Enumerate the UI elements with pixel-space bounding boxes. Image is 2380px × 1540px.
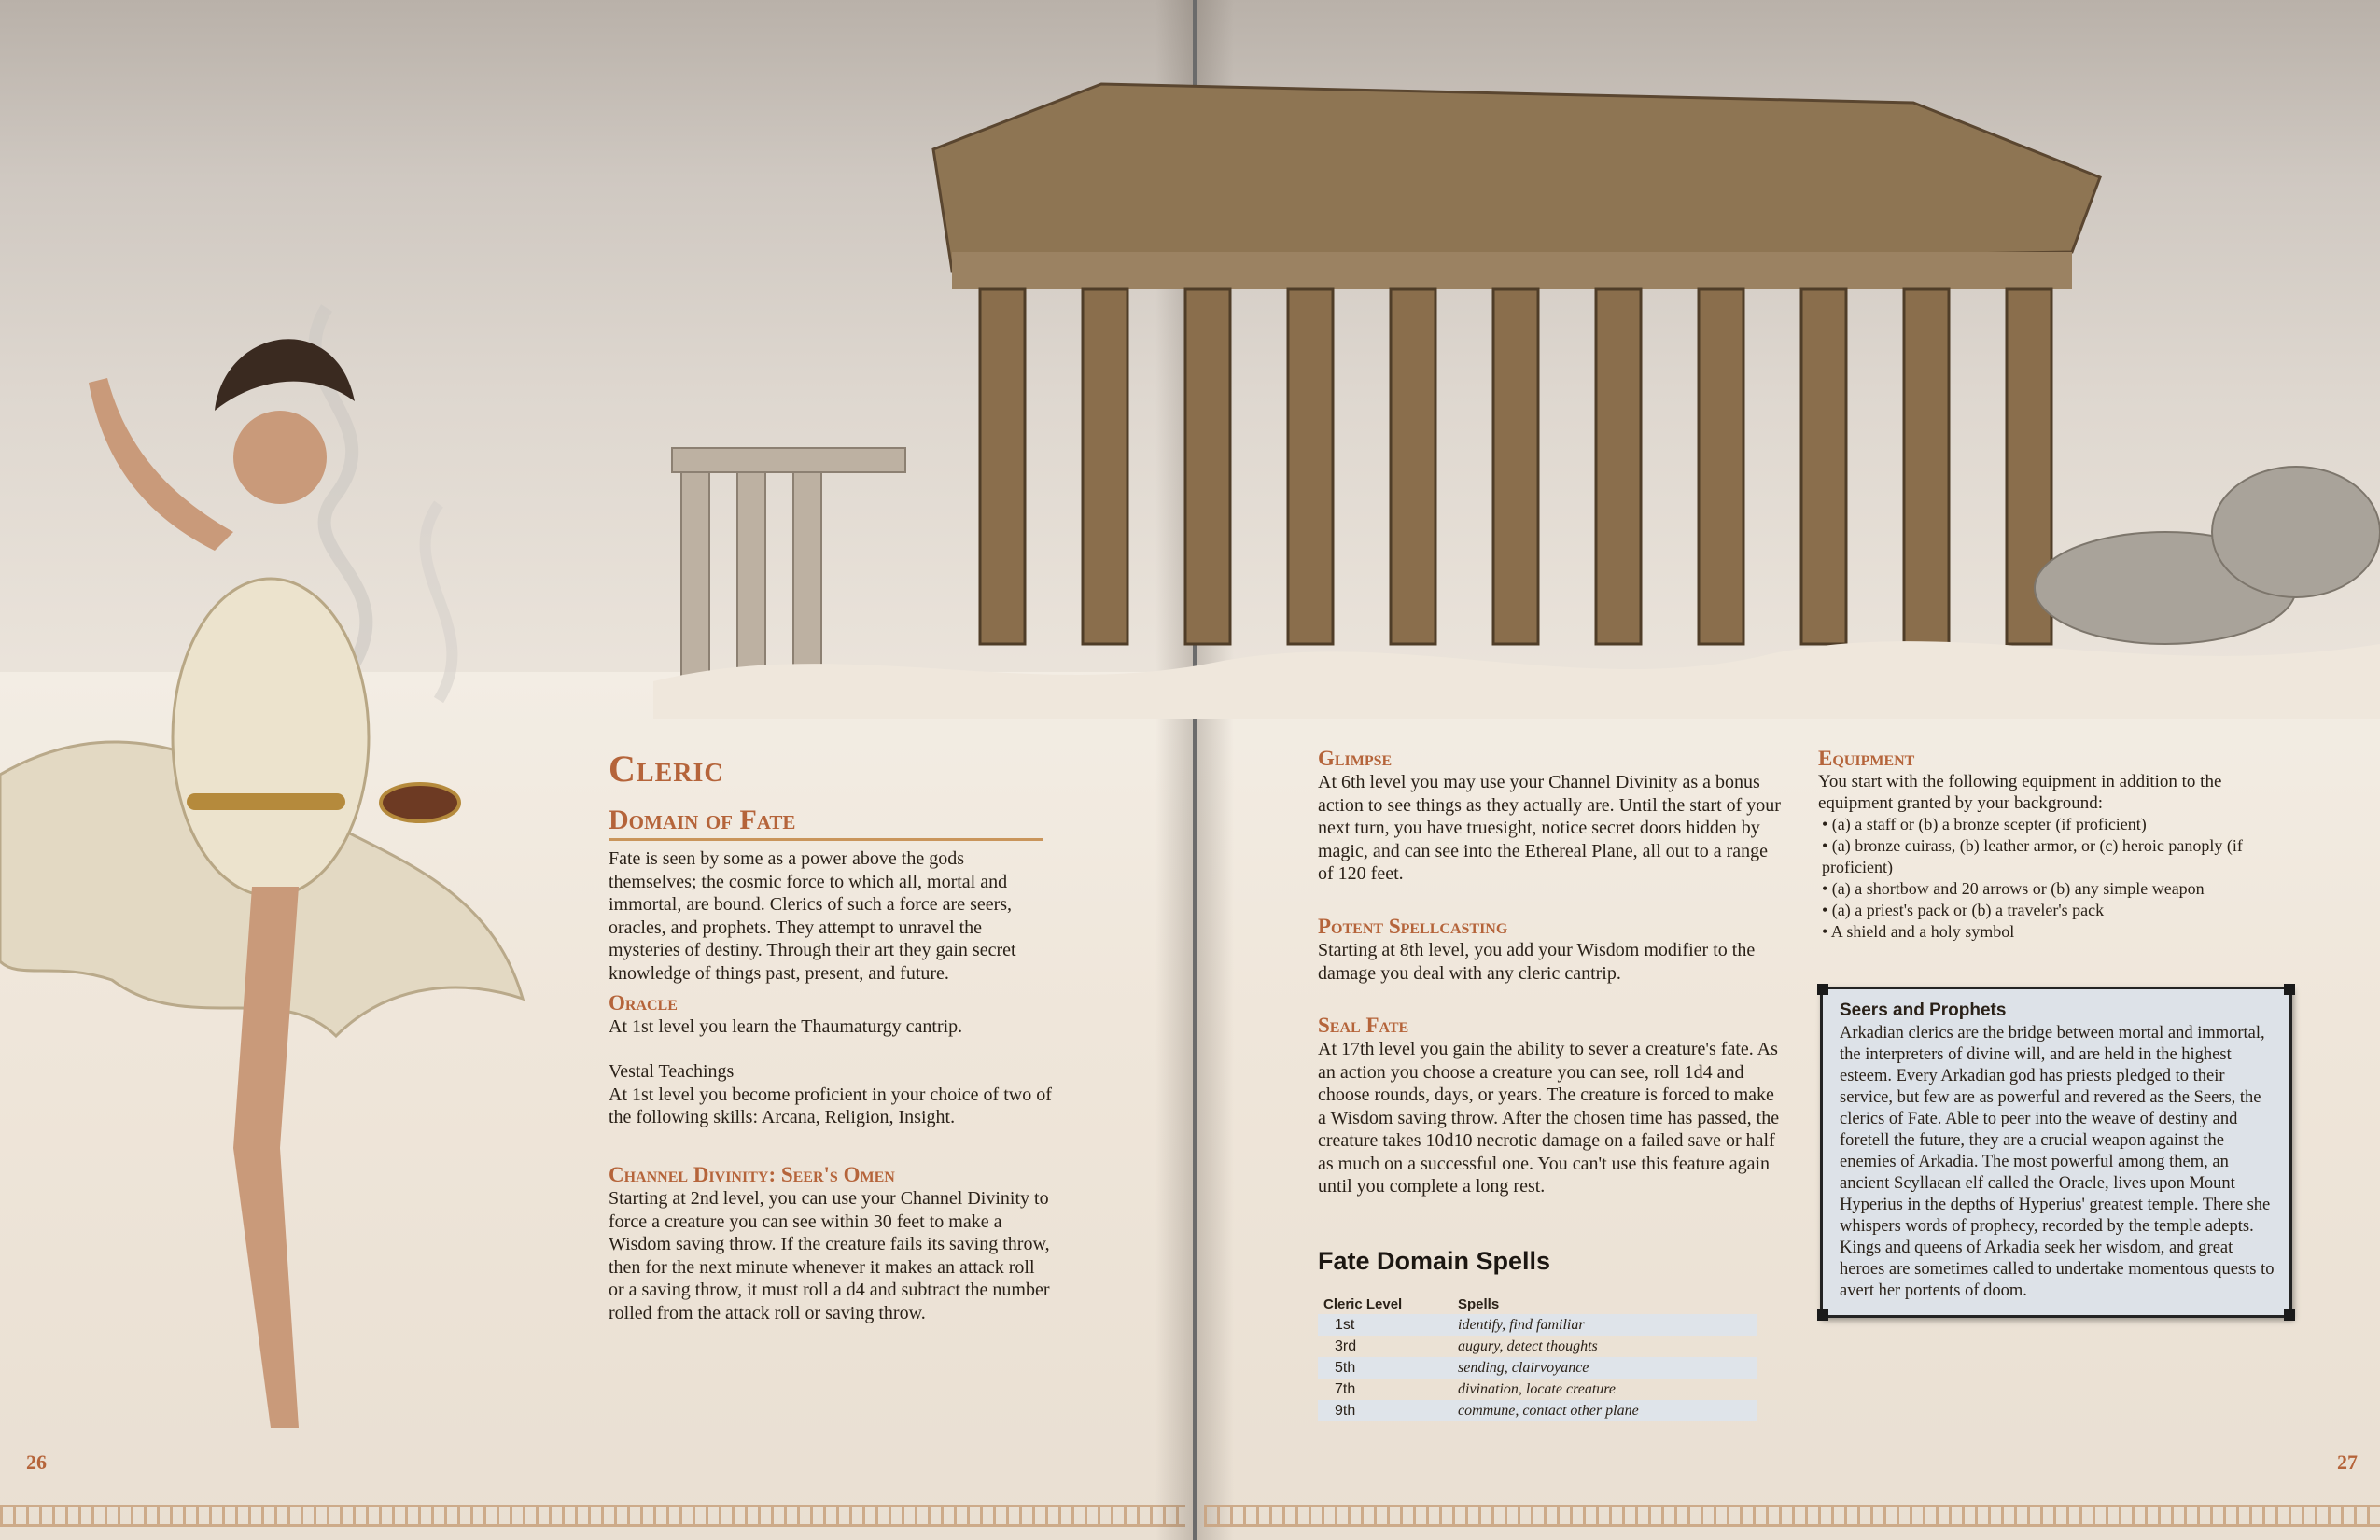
sidebar-corner <box>1817 1309 1828 1321</box>
sidebar-title: Seers and Prophets <box>1840 1001 2007 1020</box>
cleric-level: 1st <box>1318 1314 1452 1336</box>
cleric-level: 3rd <box>1335 1337 1357 1354</box>
glimpse-text: At 6th level you may use your Channel Divinity as a bonus action to see things as they actually are. Until the start of your next turn, you have truesight, notice secret doors hidden by magic, and can see into the Ethereal Plane, all out to a range of 120 feet. <box>1318 772 1781 884</box>
vestal-heading: Vestal Teachings <box>609 1061 735 1082</box>
raised-arm <box>89 378 233 551</box>
channel-divinity-heading: Channel Divinity: Seer's Omen <box>609 1163 895 1186</box>
col-header-level: Cleric Level <box>1323 1296 1403 1312</box>
class-title: Cleric <box>609 748 724 790</box>
greek-key-border-left <box>0 1505 1185 1527</box>
temple-illustration <box>653 28 2380 719</box>
spell-list: identify, find familiar <box>1452 1314 1757 1336</box>
channel-divinity-text: Starting at 2nd level, you can use your Channel Divinity to force a creature you can see within 30 feet to make a Wisdom saving throw. If the creature fails its saving throw, then for the next minute whenever it makes an attack roll or a saving throw, it must roll a d4 and subtract the number rolled from the attack roll or saving throw. <box>609 1188 1050 1323</box>
distant-ruins <box>672 448 905 681</box>
glimpse-heading: Glimpse <box>1318 747 1393 770</box>
seal-fate-text: At 17th level you gain the ability to sever a creature's fate. As an action you choose a creature you can see, roll 1d4 and choose rounds, days, or years. The creature is forced to make a Wisdom saving throw. After the chosen time has passed, the creature takes 10d10 necrotic damage on a failed save or half as much on a successful one. You can't use this feature again until you complete a long rest. <box>1318 1039 1780 1197</box>
table-row <box>1318 1379 1757 1400</box>
temple-columns <box>980 289 2051 644</box>
fate-domain-spells-table <box>1318 1295 1757 1421</box>
sidebar-corner <box>2284 984 2295 995</box>
mist-edge <box>653 641 2380 719</box>
greek-key-border-right <box>1204 1505 2380 1527</box>
fate-domain-spells-title: Fate Domain Spells <box>1318 1247 1551 1275</box>
page-number-right: 27 <box>2337 1450 2358 1474</box>
equipment-intro: You start with the following equipment in addition to the equipment granted by your background: <box>1818 772 2222 813</box>
table-row <box>1318 1314 1757 1336</box>
spell-list: divination, locate creature <box>1458 1380 1616 1397</box>
offering-bowl <box>381 784 459 821</box>
oracle-illustration <box>0 271 597 1456</box>
fallen-rocks <box>2035 467 2380 644</box>
spell-list: sending, clairvoyance <box>1452 1357 1757 1379</box>
equipment-item: • (a) bronze cuirass, (b) leather armor, or (c) heroic panoply (if proficient) <box>1822 836 2243 876</box>
table-row <box>1318 1336 1757 1357</box>
cleric-level: 7th <box>1335 1380 1356 1397</box>
equipment-item: • (a) a shortbow and 20 arrows or (b) any simple weapon <box>1822 879 2205 898</box>
potent-spellcasting-heading: Potent Spellcasting <box>1318 915 1508 938</box>
dress <box>173 579 369 896</box>
equipment-heading: Equipment <box>1818 747 1915 770</box>
spell-list: commune, contact other plane <box>1452 1400 1757 1421</box>
equipment-item: • A shield and a holy symbol <box>1822 922 2015 941</box>
col-header-spells: Spells <box>1458 1296 1500 1312</box>
potent-spellcasting-text: Starting at 8th level, you add your Wisdom modifier to the damage you deal with any cleric cantrip. <box>1318 940 1756 984</box>
table-row <box>1318 1400 1757 1421</box>
page-number-left: 26 <box>26 1450 47 1474</box>
cleric-level: 5th <box>1318 1357 1452 1379</box>
equipment-item: • (a) a staff or (b) a bronze scepter (if proficient) <box>1822 815 2147 833</box>
temple-entablature <box>952 252 2072 289</box>
vestal-text: At 1st level you become proficient in your choice of two of the following skills: Arcana, Religion, Insight. <box>609 1084 1052 1127</box>
temple-roof <box>933 84 2100 271</box>
seers-and-prophets-sidebar <box>1820 987 2292 1318</box>
subclass-title: Domain of Fate <box>609 805 1043 841</box>
belt <box>187 793 345 810</box>
oracle-text: At 1st level you learn the Thaumaturgy cantrip. <box>609 1016 963 1037</box>
head <box>233 411 327 504</box>
seal-fate-heading: Seal Fate <box>1318 1014 1409 1037</box>
spell-list: augury, detect thoughts <box>1458 1337 1598 1354</box>
smoke-wisp-2 <box>426 504 453 700</box>
sidebar-text: Arkadian clerics are the bridge between mortal and immortal, the interpreters of divine will, and are held in the highest esteem. Every Arkadian god has priests pledged to their service, but few are as powerful and revered as the Seers, the clerics of Fate. Able to peer into the weave of destiny and foretell the future, they are a crucial weapon against the enemies of Arkadia. The most powerful among them, an ancient Scyllaean elf called the Oracle, lives upon Mount Hyperius in the depths of Hyperius' greatest temple. There she whispers words of prophecy, recorded by the temple adepts. Kings and queens of Arkadia seek her wisdom, and great heroes are sometimes called to undertake momentous quests to avert her portents of doom. <box>1840 1024 2275 1300</box>
equipment-item: • (a) a priest's pack or (b) a traveler's pack <box>1822 901 2105 919</box>
intro-paragraph: Fate is seen by some as a power above the gods themselves; the cosmic force to which all, mortal and immortal, are bound. Clerics of such a force are seers, oracles, and prophets. They attempt to unravel the mysteries of destiny. Through their art they gain secret knowledge of things past, present, and future. <box>609 848 1016 984</box>
table-row <box>1318 1357 1757 1379</box>
sidebar-corner <box>1817 984 1828 995</box>
sidebar-corner <box>2284 1309 2295 1321</box>
cleric-level: 9th <box>1318 1400 1452 1421</box>
oracle-heading: Oracle <box>609 991 678 1015</box>
